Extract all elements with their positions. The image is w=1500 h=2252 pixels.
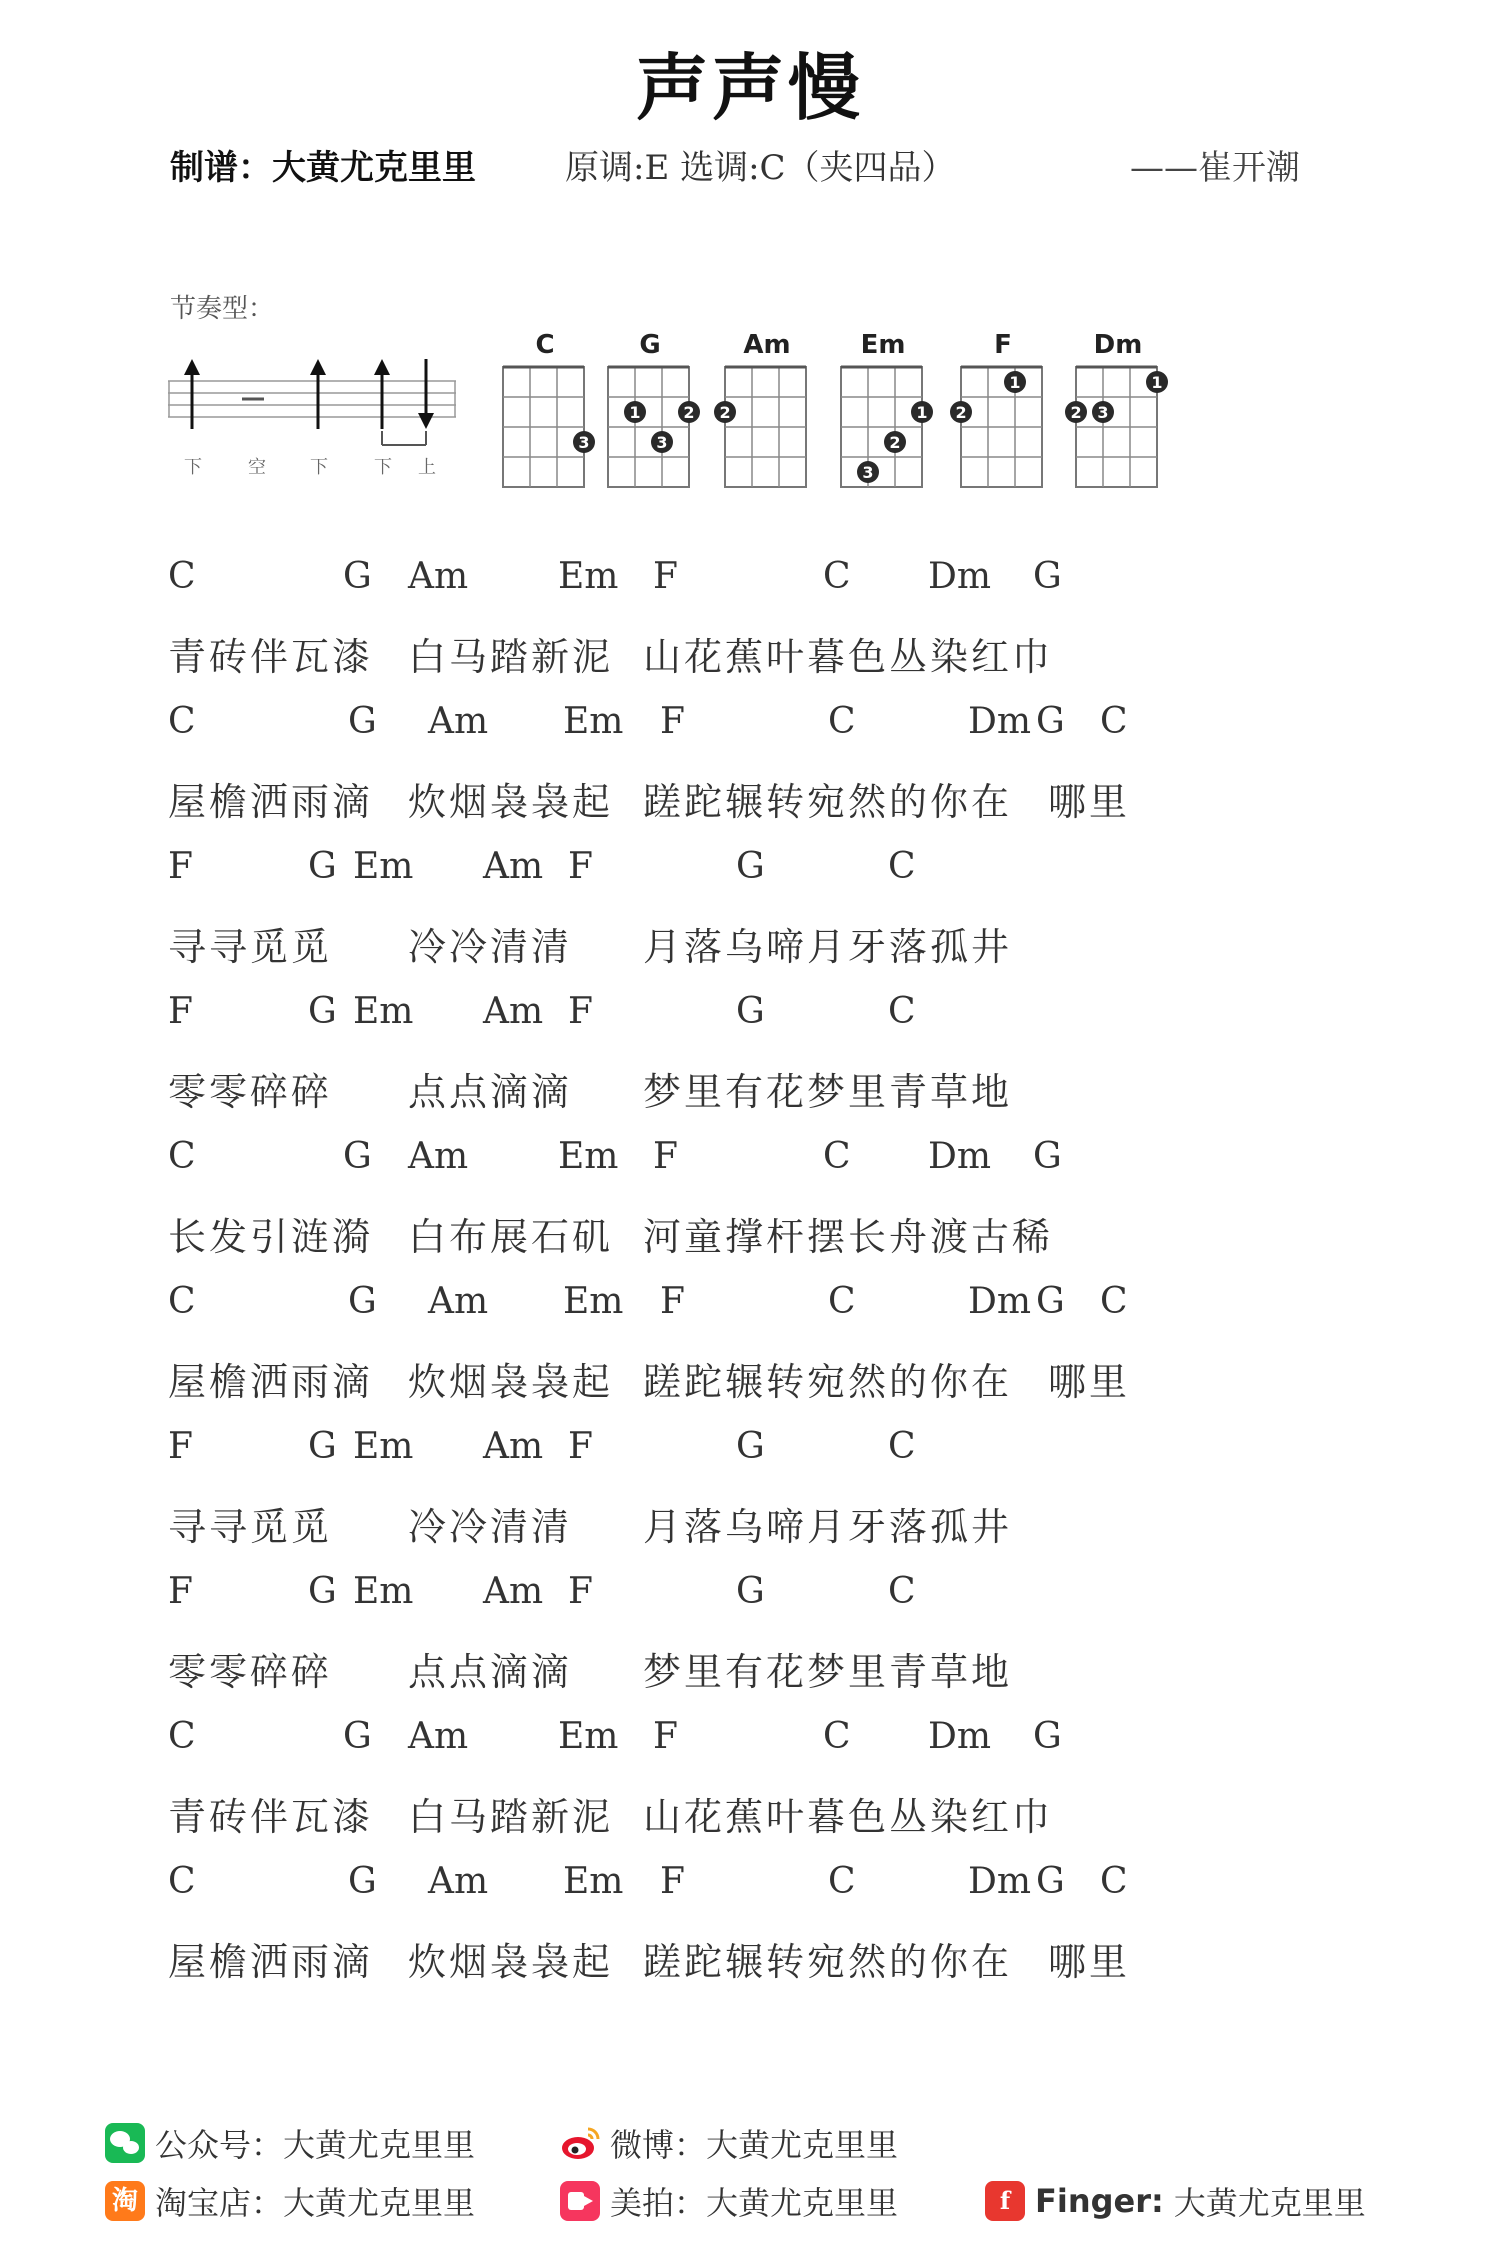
lyric-phrase: 蹉跎辗转宛然的你在: [643, 1940, 1013, 1984]
chord-symbol: Am: [428, 701, 489, 742]
finger-number: 2: [719, 403, 731, 422]
chord-line: [168, 1418, 1368, 1490]
meipai-account: [560, 2178, 898, 2224]
finger-number: 3: [862, 463, 874, 482]
chord-symbol: Em: [558, 1716, 619, 1757]
lyric-line: [168, 910, 1368, 983]
chord-symbol: Am: [428, 1861, 489, 1902]
finger-number: 1: [629, 403, 641, 422]
lyric-phrase: 炊烟袅袅起: [408, 1360, 614, 1404]
chord-name: Dm: [1093, 330, 1143, 360]
rhythm-pattern: [168, 355, 458, 455]
chord-symbol: C: [828, 701, 856, 742]
chord-symbol: Am: [483, 846, 544, 887]
lyric-phrase: 蹉跎辗转宛然的你在: [643, 780, 1013, 824]
chord-symbol: F: [568, 1426, 593, 1467]
chord-symbol: C: [1100, 1281, 1128, 1322]
chord-symbol: G: [1033, 1136, 1062, 1177]
chord-symbol: F: [660, 701, 685, 742]
chord-symbol: F: [568, 991, 593, 1032]
chord-symbol: F: [568, 846, 593, 887]
finger-value: 大黄尤克里里: [1173, 2184, 1366, 2222]
lyric-phrase: 炊烟袅袅起: [408, 780, 614, 824]
chord-symbol: F: [653, 556, 678, 597]
key-info: 原调:E 选调:C（夹四品）: [565, 148, 956, 188]
chord-name: F: [994, 330, 1012, 360]
chord-line: [168, 983, 1368, 1055]
chord-name: G: [639, 330, 661, 360]
chord-line: [168, 1708, 1368, 1780]
chord-diagram-dm: [1070, 330, 1163, 490]
chord-symbol: G: [308, 1571, 337, 1612]
stroke-label: 下: [374, 457, 392, 478]
chord-name: Am: [743, 330, 791, 360]
chord-line: [168, 1853, 1368, 1925]
chord-name: Em: [860, 330, 906, 360]
lyric-line: [168, 765, 1368, 838]
chord-symbol: C: [823, 556, 851, 597]
chord-symbol: Em: [558, 556, 619, 597]
chord-symbol: G: [736, 991, 765, 1032]
lyric-phrase: 月落乌啼月牙落孤井: [643, 1505, 1013, 1549]
lyric-phrase: 冷冷清清: [408, 1505, 573, 1549]
chord-symbol: F: [168, 1426, 193, 1467]
lyric-phrase: 梦里有花梦里青草地: [643, 1070, 1013, 1114]
lyric-phrase: 寻寻觅觅: [168, 925, 333, 969]
chord-symbol: Am: [408, 1716, 469, 1757]
chord-symbol: G: [348, 1861, 377, 1902]
lyric-phrase: 点点滴滴: [408, 1650, 573, 1694]
lyric-phrase: 零零碎碎: [168, 1650, 333, 1694]
chord-symbol: C: [888, 846, 916, 887]
chord-symbol: Dm: [968, 701, 1031, 742]
lyric-phrase: 青砖伴瓦漆: [168, 1795, 374, 1839]
chord-symbol: F: [653, 1136, 678, 1177]
lyric-phrase: 山花蕉叶暮色丛染红巾: [643, 1795, 1054, 1839]
weibo-icon: [560, 2123, 600, 2163]
chord-symbol: C: [888, 1571, 916, 1612]
chord-diagram-em: [838, 330, 928, 490]
chord-symbol: G: [1036, 1281, 1065, 1322]
chord-symbol: G: [343, 1136, 372, 1177]
chord-line: [168, 1273, 1368, 1345]
chord-symbol: Em: [353, 1571, 414, 1612]
chord-symbol: C: [823, 1716, 851, 1757]
lyric-phrase: 零零碎碎: [168, 1070, 333, 1114]
chord-symbol: C: [168, 1136, 196, 1177]
lyric-phrase: 炊烟袅袅起: [408, 1940, 614, 1984]
chord-symbol: C: [168, 1281, 196, 1322]
chord-symbol: F: [660, 1281, 685, 1322]
chord-symbol: Dm: [928, 1716, 991, 1757]
lyric-phrase: 哪里: [1048, 780, 1131, 824]
finger-number: 2: [1070, 403, 1082, 422]
weibo-label: 微博：大黄尤克里里: [610, 2126, 899, 2164]
stroke-label: 下: [184, 457, 202, 478]
chord-symbol: F: [660, 1861, 685, 1902]
chord-symbol: Am: [408, 1136, 469, 1177]
chord-symbol: Am: [483, 1571, 544, 1612]
up-stroke-arrow: [418, 359, 434, 429]
lyric-line: [168, 1780, 1368, 1853]
finger-number: 1: [1009, 373, 1021, 392]
chord-symbol: G: [736, 846, 765, 887]
chord-symbol: G: [343, 1716, 372, 1757]
chord-symbol: G: [308, 1426, 337, 1467]
chord-symbol: Am: [483, 1426, 544, 1467]
lyric-phrase: 白布展石矶: [408, 1215, 614, 1259]
chord-symbol: G: [348, 701, 377, 742]
chord-line: [168, 693, 1368, 765]
chord-symbol: C: [828, 1861, 856, 1902]
chord-symbol: Em: [353, 846, 414, 887]
chord-symbol: C: [168, 701, 196, 742]
meta-row: [170, 140, 1370, 190]
chord-symbol: C: [888, 1426, 916, 1467]
chord-symbol: Dm: [928, 556, 991, 597]
chord-symbol: C: [828, 1281, 856, 1322]
chord-line: [168, 548, 1368, 620]
finger-number: 1: [1151, 373, 1163, 392]
chord-symbol: Am: [483, 991, 544, 1032]
lyric-phrase: 河童撑杆摆长舟渡古稀: [643, 1215, 1054, 1259]
chord-symbol: G: [348, 1281, 377, 1322]
lyric-phrase: 寻寻觅觅: [168, 1505, 333, 1549]
rhythm-label: 节奏型：: [170, 294, 275, 324]
chord-symbol: F: [168, 846, 193, 887]
arranger-credit: 制谱：大黄尤克里里: [170, 148, 476, 188]
chord-symbol: G: [1036, 701, 1065, 742]
lyric-line: [168, 1635, 1368, 1708]
chord-symbol: F: [168, 991, 193, 1032]
down-stroke-arrow: [310, 359, 326, 429]
chord-symbol: C: [823, 1136, 851, 1177]
finger-number: 1: [916, 403, 928, 422]
wechat-icon: [105, 2123, 145, 2163]
taobao-label: 淘宝店：大黄尤克里里: [155, 2184, 476, 2222]
chord-symbol: G: [1033, 1716, 1062, 1757]
chord-symbol: G: [308, 991, 337, 1032]
chord-symbol: C: [1100, 1861, 1128, 1902]
chord-symbol: C: [168, 556, 196, 597]
taobao-shop: [105, 2178, 475, 2224]
finger-number: 3: [656, 433, 668, 452]
chord-line: [168, 1128, 1368, 1200]
weibo-account: [560, 2120, 898, 2166]
lyric-phrase: 屋檐洒雨滴: [168, 780, 374, 824]
chord-symbol: Dm: [928, 1136, 991, 1177]
finger-number: 2: [955, 403, 967, 422]
footer: [0, 2110, 1500, 2250]
lyric-line: [168, 1345, 1368, 1418]
finger-number: 3: [1097, 403, 1109, 422]
lyric-phrase: 点点滴滴: [408, 1070, 573, 1114]
chord-symbol: F: [168, 1571, 193, 1612]
lyric-phrase: 月落乌啼月牙落孤井: [643, 925, 1013, 969]
chord-symbol: G: [308, 846, 337, 887]
finger-icon: f: [985, 2181, 1025, 2221]
rhythm-stroke-labels: [168, 453, 458, 483]
meipai-label: 美拍：大黄尤克里里: [610, 2184, 899, 2222]
chord-symbol: F: [653, 1716, 678, 1757]
chord-symbol: Em: [563, 1861, 624, 1902]
chord-symbol: Em: [353, 991, 414, 1032]
down-stroke-arrow: [374, 359, 390, 429]
lyric-phrase: 哪里: [1048, 1940, 1131, 1984]
song-body: [168, 548, 1368, 1998]
finger-number: 3: [578, 433, 590, 452]
chord-symbol: Em: [353, 1426, 414, 1467]
song-title: 声声慢: [635, 45, 864, 130]
lyric-line: [168, 1490, 1368, 1563]
chord-symbol: Am: [428, 1281, 489, 1322]
lyric-line: [168, 1925, 1368, 1998]
chord-symbol: C: [888, 991, 916, 1032]
lyric-phrase: 蹉跎辗转宛然的你在: [643, 1360, 1013, 1404]
wechat-account: [105, 2120, 475, 2166]
chord-symbol: C: [168, 1861, 196, 1902]
chord-line: [168, 1563, 1368, 1635]
chord-symbol: F: [568, 1571, 593, 1612]
lyric-phrase: 梦里有花梦里青草地: [643, 1650, 1013, 1694]
lyric-phrase: 哪里: [1048, 1360, 1131, 1404]
chord-diagram-am: [719, 330, 812, 490]
chord-diagram-c: [500, 330, 590, 490]
lyric-line: [168, 620, 1368, 693]
chord-symbol: Em: [563, 1281, 624, 1322]
chord-symbol: C: [1100, 701, 1128, 742]
stroke-label: 下: [310, 457, 328, 478]
chord-symbol: Dm: [968, 1861, 1031, 1902]
finger-number: 2: [889, 433, 901, 452]
lyric-phrase: 冷冷清清: [408, 925, 573, 969]
lyric-line: [168, 1200, 1368, 1273]
chord-symbol: G: [736, 1426, 765, 1467]
chord-symbol: G: [1033, 556, 1062, 597]
finger-number: 2: [683, 403, 695, 422]
chord-symbol: C: [168, 1716, 196, 1757]
stroke-label: 上: [418, 457, 436, 478]
meipai-icon: [560, 2181, 600, 2221]
taobao-icon: 淘: [105, 2181, 145, 2221]
chord-symbol: Em: [563, 701, 624, 742]
finger-account: [985, 2178, 1366, 2224]
lyric-line: [168, 1055, 1368, 1128]
chord-symbol: Dm: [968, 1281, 1031, 1322]
chord-symbol: G: [343, 556, 372, 597]
lyric-phrase: 山花蕉叶暮色丛染红巾: [643, 635, 1054, 679]
chord-name: C: [535, 330, 555, 360]
lyric-phrase: 屋檐洒雨滴: [168, 1360, 374, 1404]
finger-key: Finger:: [1035, 2182, 1164, 2220]
wechat-label: 公众号：大黄尤克里里: [155, 2126, 476, 2164]
chord-diagram-f: [955, 330, 1048, 490]
chord-symbol: G: [1036, 1861, 1065, 1902]
chord-symbol: G: [736, 1571, 765, 1612]
lyric-phrase: 白马踏新泥: [408, 1795, 614, 1839]
lyric-phrase: 长发引涟漪: [168, 1215, 374, 1259]
down-stroke-arrow: [184, 359, 200, 429]
lyric-phrase: 青砖伴瓦漆: [168, 635, 374, 679]
artist-credit: ——崔开潮: [1130, 148, 1300, 188]
stroke-label: 空: [248, 457, 266, 478]
lyric-phrase: 白马踏新泥: [408, 635, 614, 679]
lyric-phrase: 屋檐洒雨滴: [168, 1940, 374, 1984]
chord-diagram-g: [605, 330, 695, 490]
chord-symbol: Em: [558, 1136, 619, 1177]
chord-symbol: Am: [408, 556, 469, 597]
chord-line: [168, 838, 1368, 910]
